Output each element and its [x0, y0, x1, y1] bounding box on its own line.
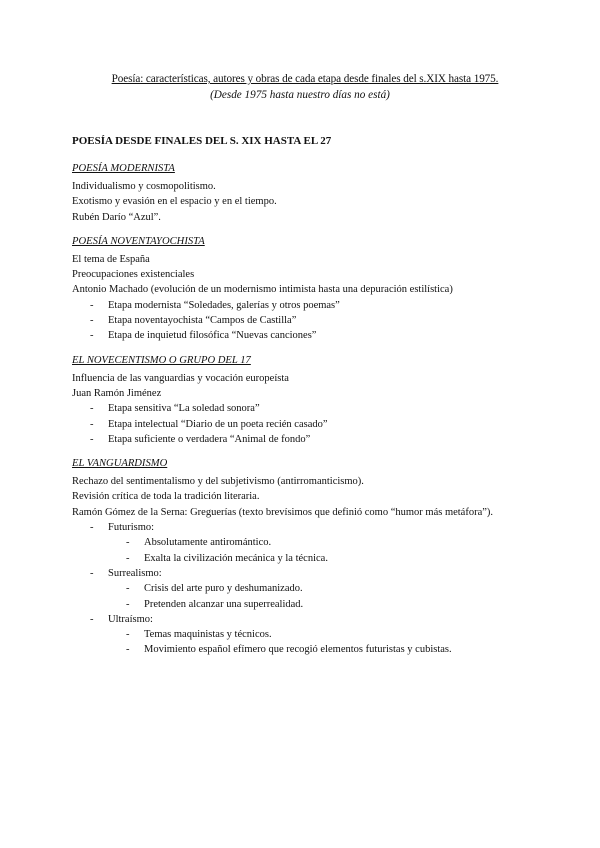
sub-list-item: - Absolutamente antiromántico. [72, 535, 572, 550]
text-line: Exotismo y evasión en el espacio y en el tiempo. [72, 196, 277, 208]
section-modernista [72, 161, 572, 225]
section-heading: EL VANGUARDISMO [72, 458, 168, 470]
section-noventayochista [72, 234, 572, 344]
list-item-futurismo [72, 520, 572, 535]
bullet-list [72, 520, 572, 535]
bullet-list [72, 566, 572, 581]
text-line: Rubén Darío “Azul”. [72, 211, 161, 223]
group-label: Ultraísmo: [108, 613, 153, 625]
text-line: El tema de España [72, 253, 150, 265]
list-item: - Etapa de inquietud filosófica “Nuevas canciones” [72, 328, 572, 343]
bullet-list [72, 298, 572, 344]
text-line: Antonio Machado (evolución de un modernismo intimista hasta una depuración estilística) [72, 284, 453, 296]
text-line: Juan Ramón Jiménez [72, 387, 162, 399]
list-item: - Etapa intelectual “Diario de un poeta recién casado” [72, 417, 572, 432]
section-vanguardismo [72, 456, 572, 658]
text-line: Preocupaciones existenciales [72, 269, 195, 281]
group-label: Surrealismo: [108, 567, 162, 579]
sub-bullet-list [72, 627, 572, 658]
section-novecentismo [72, 353, 572, 447]
main-heading: POESÍA DESDE FINALES DEL S. XIX HASTA EL 27 [72, 135, 332, 147]
text-line: Influencia de las vanguardias y vocación europeísta [72, 372, 289, 384]
text-line: Ramón Gómez de la Serna: Greguerías (texto brevísimos que definió como “humor más metáfora”). [72, 506, 494, 518]
list-item-ultraismo [72, 612, 572, 627]
document-body [72, 134, 572, 667]
sub-bullet-list [72, 581, 572, 612]
list-item-surrealismo [72, 566, 572, 581]
bullet-list [72, 401, 572, 447]
sub-list-item: - Crisis del arte puro y deshumanizado. [72, 581, 572, 596]
bullet-list [72, 612, 572, 627]
sub-list-item: - Movimiento español efímero que recogió elementos futuristas y cubistas. [72, 642, 572, 657]
section-heading: POESÍA MODERNISTA [72, 163, 175, 174]
group-label: Futurismo: [108, 522, 155, 534]
sub-list-item: - Exalta la civilización mecánica y la técnica. [72, 551, 572, 566]
document-subtitle: (Desde 1975 hasta nuestro días no está) [210, 89, 390, 101]
title-block [0, 71, 600, 103]
document-title: Poesía: características, autores y obras de cada etapa desde finales del s.XIX hasta 1975. [111, 73, 499, 85]
list-item: - Etapa noventayochista “Campos de Castilla” [72, 313, 572, 328]
sub-list-item: - Temas maquinistas y técnicos. [72, 627, 572, 642]
sub-list-item: - Pretenden alcanzar una superrealidad. [72, 597, 572, 612]
sub-bullet-list [72, 535, 572, 566]
list-item: - Etapa modernista “Soledades, galerías y otros poemas” [72, 298, 572, 313]
section-heading: POESÍA NOVENTAYOCHISTA [72, 235, 205, 247]
section-heading: EL NOVECENTISMO O GRUPO DEL 17 [72, 354, 251, 366]
text-line: Revisión crítica de toda la tradición literaria. [72, 491, 260, 503]
list-item: - Etapa sensitiva “La soledad sonora” [72, 401, 572, 416]
text-line: Rechazo del sentimentalismo y del subjetivismo (antirromanticismo). [72, 476, 364, 488]
list-item: - Etapa suficiente o verdadera “Animal de fondo” [72, 432, 572, 447]
text-line: Individualismo y cosmopolitismo. [72, 181, 216, 192]
